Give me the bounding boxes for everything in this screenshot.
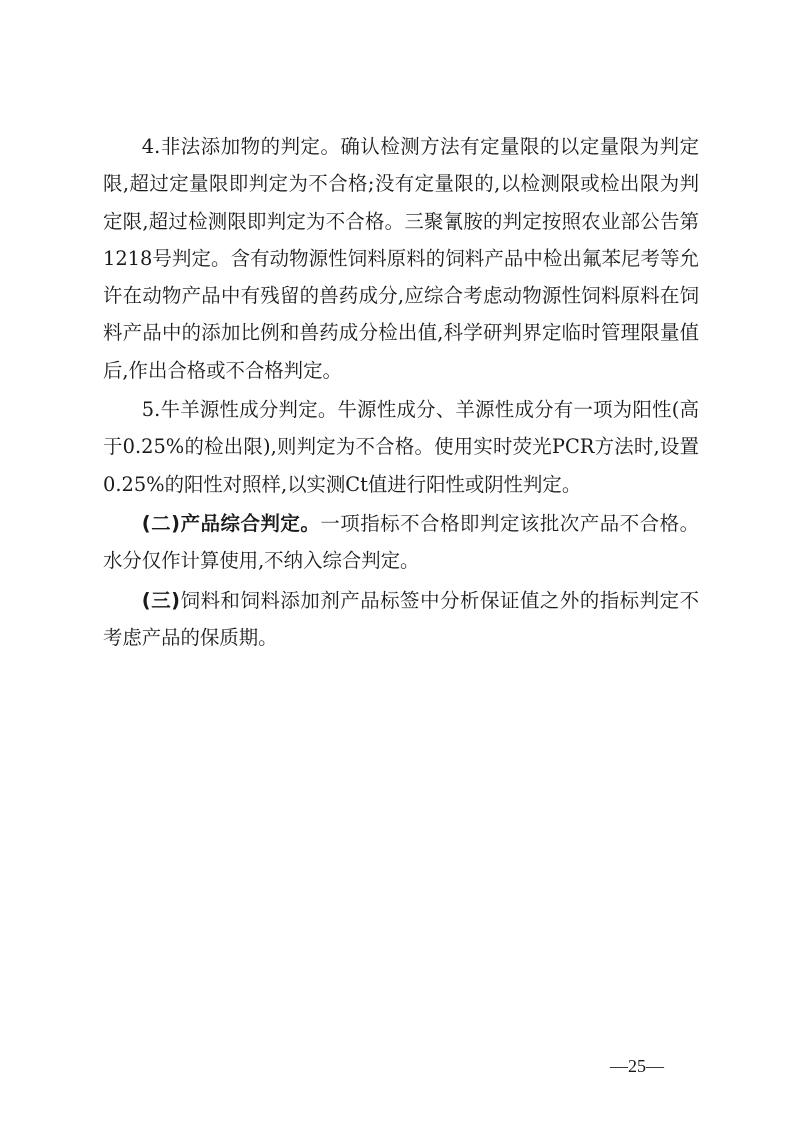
paragraph-comprehensive-judgment: [103, 505, 699, 580]
page-number: —25—: [610, 1056, 664, 1076]
paragraph-text: 一项指标不合格即判定该批次产品不合格。水分仅作计算使用,不纳入综合判定。: [103, 511, 700, 573]
paragraph-text: 4.非法添加物的判定。确认检测方法有定量限的以定量限为判定限,超过定量限即判定为不合格;没有定量限的,以检测限或检出限为判定限,超过检测限即判定为不合格。三聚氰胺的判定按照农业部公告第1218号判定。含有动物源性饲料原料的饲料产品中检出氟苯尼考等允许在动物产品中有残留的兽药成分,应综合考虑动物源性饲料原料在饲料产品中的添加比例和兽药成分检出值,科学研判界定临时管理限量值后,作出合格或不合格判定。: [103, 135, 699, 382]
paragraph-shelf-life: [103, 582, 699, 657]
paragraph-illegal-additives: [103, 128, 699, 389]
body-text: [103, 128, 699, 658]
paragraph-heading: (三): [141, 588, 181, 612]
paragraph-text: 饲料和饲料添加剂产品标签中分析保证值之外的指标判定不考虑产品的保质期。: [103, 588, 700, 649]
paragraph-heading: (二)产品综合判定。: [141, 511, 321, 535]
paragraph-ruminant-source: [103, 391, 699, 503]
paragraph-text: 5.牛羊源性成分判定。牛源性成分、羊源性成分有一项为阳性(高于0.25%的检出限),则判定为不合格。使用实时荧光PCR方法时,设置0.25%的阳性对照样,以实测Ct值进行阳性或阴性判定。: [103, 398, 699, 496]
